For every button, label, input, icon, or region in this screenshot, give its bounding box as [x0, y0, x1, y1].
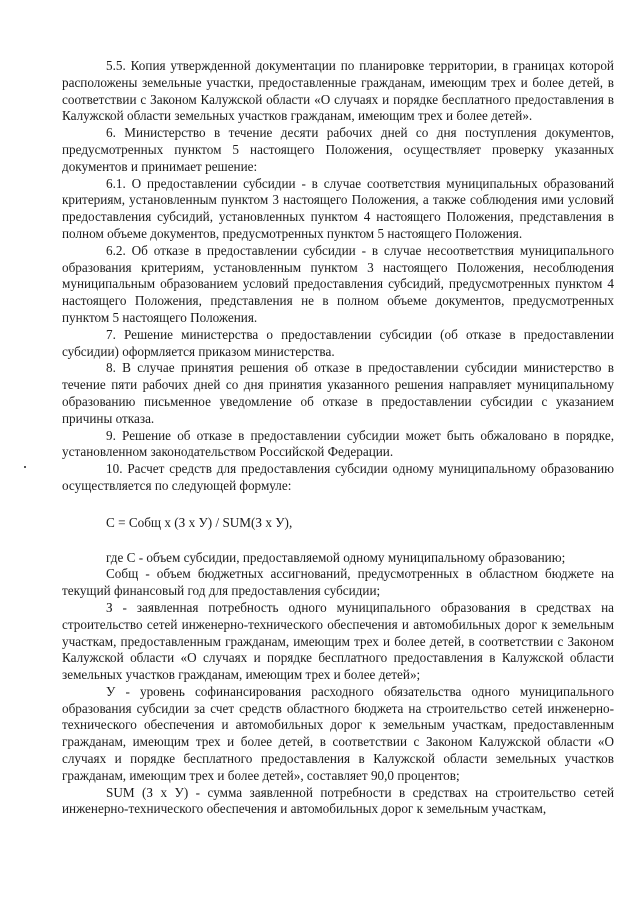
definition-u: У - уровень софинансирования расходного обязательства одного муниципального образования субсидии за счет средств областного бюджета на строительство сетей инженерно-технического обеспечения и автомобильных дорог к земельным участкам, предоставленным гражданам, имеющим трех и более детей, в соответствии с Законом Калужской области «О случаях и порядке бесплатного предоставления в Калужской области земельных участков гражданам, имеющим трех и более детей», составляет 90,0 процентов;	[62, 683, 614, 783]
paragraph-7: 7. Решение министерства о предоставлении субсидии (об отказе в предоставлении субсидии) оформляется приказом министерства.	[62, 326, 614, 359]
paragraph-6-2: 6.2. Об отказе в предоставлении субсидии - в случае несоответствия муниципального образования критериям, установленным пунктом 3 настоящего Положения, несоблюдения муниципальным образованием условий предоставления субсидий, предусмотренных пунктом 4 настоящего Положения, представления не в полном объеме документов, предусмотренных пунктом 5 настоящего Положения.	[62, 242, 614, 325]
definition-z: З - заявленная потребность одного муниципального образования в средствах на строительство сетей инженерно-технического обеспечения и автомобильных дорог к земельным участкам, предоставленным гражданам, имеющим трех и более детей, в соответствии с Законом Калужской области «О случаях и порядке бесплатного предоставления в Калужской области земельных участков гражданам, имеющим трех и более детей»;	[62, 599, 614, 683]
definition-sobshch: Собщ - объем бюджетных ассигнований, предусмотренных в областном бюджете на текущий финансовый год для предоставления субсидии;	[62, 566, 614, 599]
definition-sum: SUM (З х У) - сумма заявленной потребности в средствах на строительство сетей инженерно-технического обеспечения и автомобильных дорог к земельным участкам,	[62, 784, 614, 817]
paragraph-9: 9. Решение об отказе в предоставлении субсидии может быть обжаловано в порядке, установленном законодательством Российской Федерации.	[62, 427, 614, 460]
paragraph-8: 8. В случае принятия решения об отказе в предоставлении субсидии министерство в течение пяти рабочих дней со дня принятия указанного решения направляет муниципальному образованию письменное уведомление об отказе в предоставлении субсидии с указанием причины отказа.	[62, 360, 614, 426]
paragraph-5-5: 5.5. Копия утвержденной документации по планировке территории, в границах которой расположены земельные участки, предоставленные гражданам, имеющим трех и более детей, в соответствии с Законом Калужской области «О случаях и порядке бесплатного предоставления в Калужской области земельных участков гражданам, имеющим трех и более детей».	[62, 58, 614, 124]
paragraph-6: 6. Министерство в течение десяти рабочих дней со дня поступления документов, предусмотренных пунктом 5 настоящего Положения, осуществляет проверку указанных документов и принимает решение:	[62, 125, 614, 174]
paragraph-10: 10. Расчет средств для предоставления субсидии одному муниципальному образованию осуществляется по следующей формуле:	[62, 461, 614, 493]
paragraph-6-1: 6.1. О предоставлении субсидии - в случае соответствия муниципальных образований критериям, установленным пунктом 3 настоящего Положения, а также соблюдения ими условий предоставления субсидий, установленных пунктом 4 настоящего Положения, представления в полном объеме документов, предусмотренных пунктом 5 настоящего Положения.	[62, 175, 614, 241]
subsidy-formula: С = Собщ х (З х У) / SUM(З х У),	[106, 514, 293, 530]
document-page	[62, 58, 614, 818]
definition-c: где С - объем субсидии, предоставляемой одному муниципальному образованию;	[106, 549, 566, 565]
scan-speck	[24, 466, 26, 468]
